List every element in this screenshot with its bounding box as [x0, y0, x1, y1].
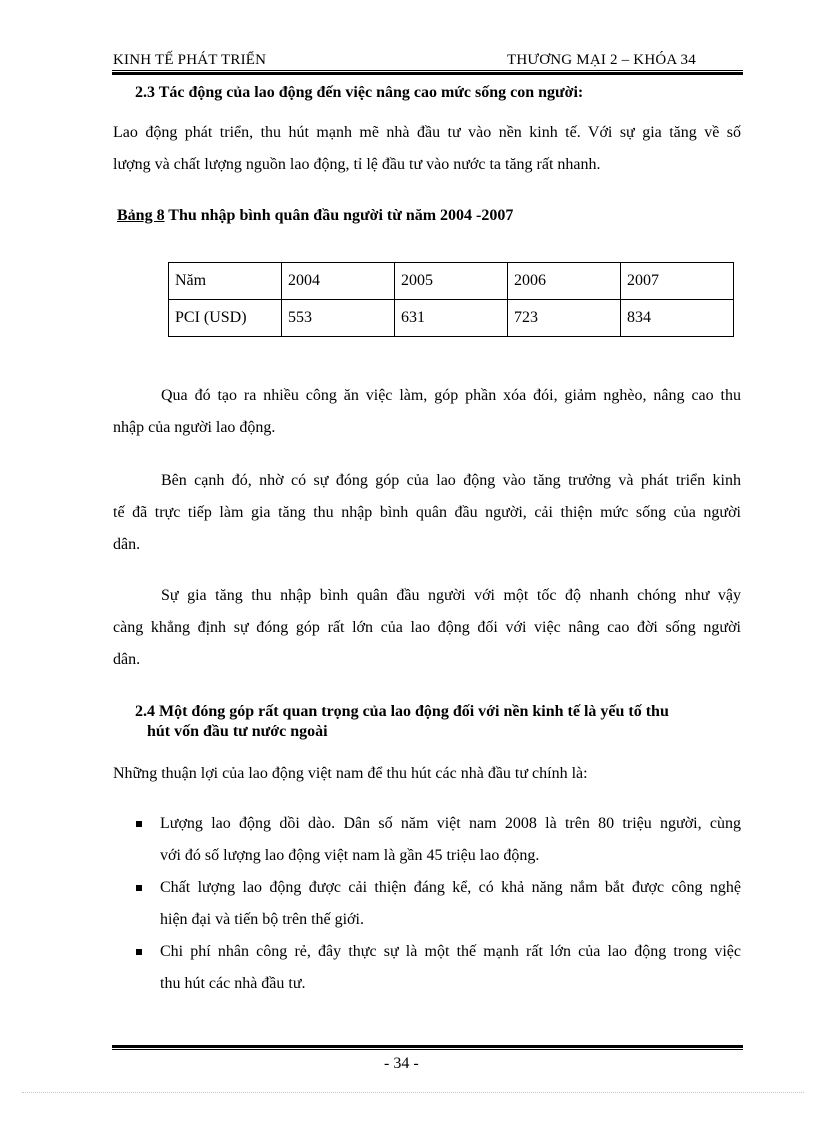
table-cell: 631: [395, 300, 508, 337]
footer-divider: [112, 1045, 743, 1050]
list-item-line: thu hút các nhà đầu tư.: [160, 975, 306, 992]
square-bullet-icon: [136, 885, 142, 891]
paragraph-line: Sự gia tăng thu nhập bình quân đầu người với một tốc độ nhanh chóng như vậy: [161, 587, 741, 604]
section-2-4-intro: Những thuận lợi của lao động việt nam để thu hút các nhà đầu tư chính là:: [113, 765, 588, 782]
list-item-line: Lượng lao động dồi dào. Dân số năm việt nam 2008 là trên 80 triệu người, cùng: [160, 815, 741, 832]
heading-line: 2.4 Một đóng góp rất quan trọng của lao động đối với nền kinh tế là yếu tố thu: [135, 703, 669, 720]
list-item: [113, 872, 741, 936]
paragraph-line: càng khẳng định sự đóng góp rất lớn của lao động đối với việc nâng cao đời sống người: [113, 619, 741, 636]
table-row: [169, 300, 734, 337]
income-table: [168, 262, 734, 337]
list-item-line: Chi phí nhân công rẻ, đây thực sự là một thế mạnh rất lớn của lao động trong việc: [160, 943, 741, 960]
paragraph-line: Lao động phát triển, thu hút mạnh mẽ nhà đầu tư vào nền kinh tế. Với sự gia tăng về số: [113, 124, 741, 141]
list-item-line: với đó số lượng lao động việt nam là gần 45 triệu lao động.: [160, 847, 540, 864]
paragraph-jobs: [113, 380, 741, 444]
page-number: - 34 -: [384, 1055, 419, 1072]
paragraph-line: Qua đó tạo ra nhiều công ăn việc làm, góp phần xóa đói, giảm nghèo, nâng cao thu: [161, 387, 741, 404]
table-cell: Năm: [169, 263, 282, 300]
header-class-label: THƯƠNG MẠI 2 – KHÓA 34: [507, 52, 696, 68]
list-item: [113, 808, 741, 872]
paragraph-line: nhập của người lao động.: [113, 419, 276, 436]
paragraph-income: [113, 465, 741, 561]
table-caption-label: Bảng 8: [117, 207, 165, 224]
paragraph-line: Bên cạnh đó, nhờ có sự đóng góp của lao động vào tăng trưởng và phát triển kinh: [161, 472, 741, 489]
paragraph-line: lượng và chất lượng nguồn lao động, tỉ lệ đầu tư vào nước ta tăng rất nhanh.: [113, 156, 601, 173]
header-divider: [112, 70, 743, 75]
table-cell: PCI (USD): [169, 300, 282, 337]
list-item-line: Chất lượng lao động được cải thiện đáng kể, có khả năng nắm bắt được công nghệ: [160, 879, 741, 896]
table-cell: 2007: [621, 263, 734, 300]
header-course-title: KINH TẾ PHÁT TRIỂN: [113, 52, 267, 68]
list-item-line: hiện đại và tiến bộ trên thế giới.: [160, 911, 364, 928]
page-edge-divider: [22, 1092, 804, 1093]
paragraph-line: tế đã trực tiếp làm gia tăng thu nhập bình quân đầu người, cải thiện mức sống của người: [113, 504, 741, 521]
table-cell: 2005: [395, 263, 508, 300]
paragraph-line: dân.: [113, 651, 141, 668]
section-2-4-heading: [135, 702, 735, 742]
table-cell: 834: [621, 300, 734, 337]
heading-line: hút vốn đầu tư nước ngoài: [147, 723, 328, 740]
table-caption-text: Thu nhập bình quân đầu người từ năm 2004 -2007: [164, 207, 514, 224]
table-header-row: [169, 263, 734, 300]
square-bullet-icon: [136, 821, 142, 827]
table-cell: 723: [508, 300, 621, 337]
table-caption: [117, 207, 513, 225]
square-bullet-icon: [136, 949, 142, 955]
table-cell: 2004: [282, 263, 395, 300]
paragraph-living-standard: [113, 580, 741, 676]
section-2-3-paragraph: [113, 117, 741, 181]
table-cell: 2006: [508, 263, 621, 300]
list-item: [113, 936, 741, 1000]
section-2-3-heading: 2.3 Tác động của lao động đến việc nâng cao mức sống con người:: [135, 84, 584, 101]
paragraph-line: dân.: [113, 536, 141, 553]
advantages-list: [113, 808, 741, 1000]
table-cell: 553: [282, 300, 395, 337]
